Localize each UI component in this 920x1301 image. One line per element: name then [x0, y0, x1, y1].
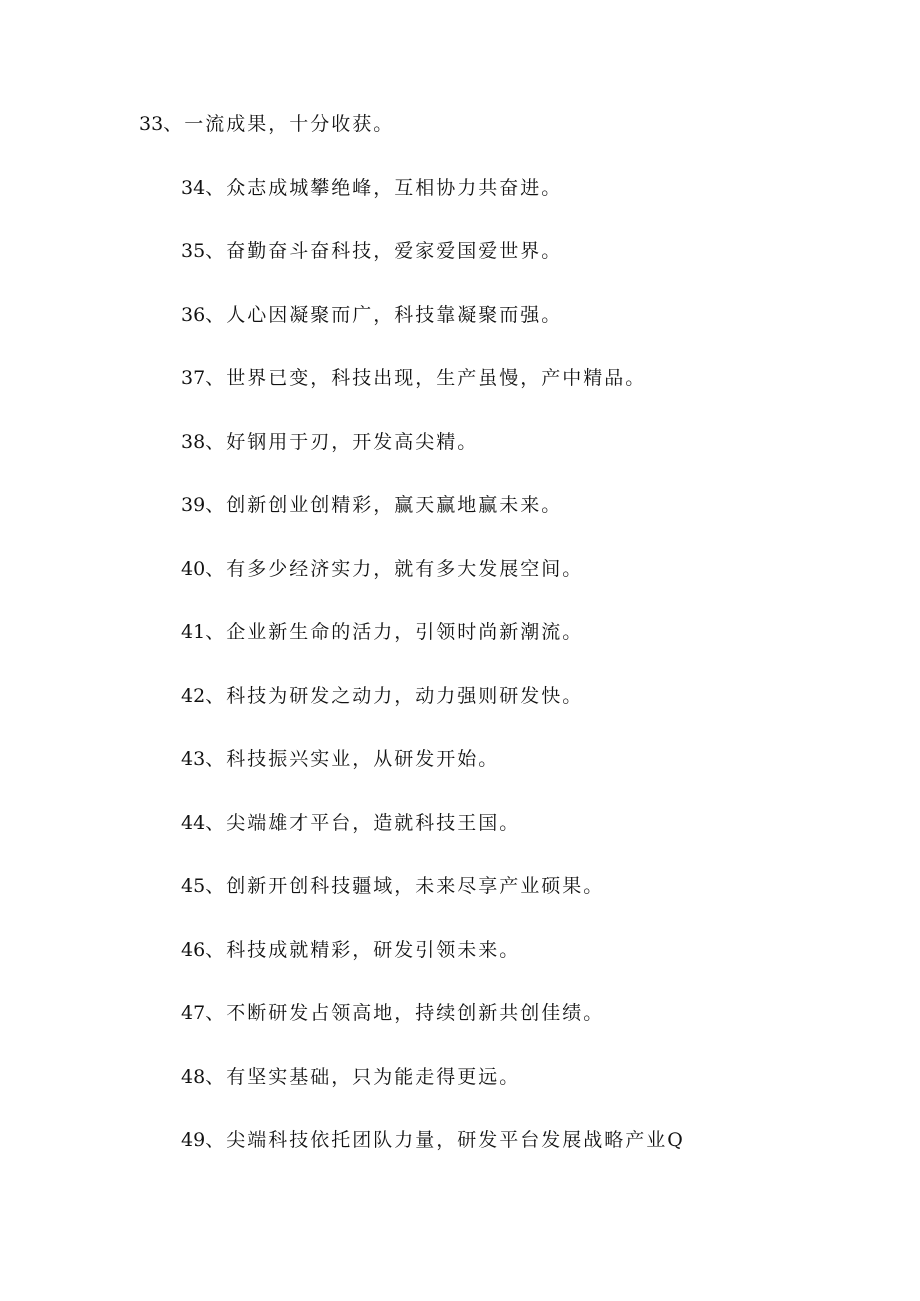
item-number: 33	[139, 113, 164, 135]
item-separator: 、	[205, 240, 227, 262]
item-text: 科技成就精彩，研发引领未来。	[226, 938, 521, 961]
item-text: 众志成城攀绝峰，互相协力共奋进。	[226, 176, 563, 199]
item-separator: 、	[205, 1129, 227, 1151]
item-text: 尖端科技依托团队力量，研发平台发展战略产业Q	[226, 1129, 685, 1151]
item-number: 34	[181, 176, 206, 199]
item-number: 41	[181, 621, 206, 643]
item-separator: 、	[205, 748, 227, 770]
item-separator: 、	[205, 684, 227, 707]
item-text: 有多少经济实力，就有多大发展空间。	[226, 557, 584, 580]
list-item	[0, 1124, 920, 1188]
list-item	[0, 1061, 920, 1125]
item-number: 35	[181, 240, 206, 262]
item-number: 37	[181, 367, 206, 389]
list-item	[0, 743, 920, 807]
item-text: 奋勤奋斗奋科技，爱家爱国爱世界。	[226, 240, 563, 262]
list-item	[0, 997, 920, 1061]
item-text: 科技为研发之动力，动力强则研发快。	[226, 684, 584, 707]
item-number: 45	[181, 875, 206, 897]
item-text: 一流成果，十分收获。	[184, 113, 395, 135]
item-separator: 、	[205, 557, 227, 580]
slogan-list	[0, 108, 920, 1188]
list-item	[0, 299, 920, 363]
item-separator: 、	[205, 367, 227, 389]
list-item	[0, 934, 920, 998]
item-number: 36	[181, 303, 206, 326]
item-text: 创新开创科技疆域，未来尽享产业硕果。	[226, 875, 605, 897]
list-item	[0, 108, 920, 172]
item-text: 人心因凝聚而广，科技靠凝聚而强。	[226, 303, 563, 326]
item-separator: 、	[205, 1002, 227, 1024]
item-text: 有坚实基础，只为能走得更远。	[226, 1065, 521, 1088]
list-item	[0, 807, 920, 871]
item-separator: 、	[205, 430, 227, 453]
item-number: 46	[181, 938, 206, 961]
item-separator: 、	[205, 875, 227, 897]
item-text: 好钢用于刃，开发高尖精。	[226, 430, 479, 453]
list-item	[0, 489, 920, 553]
list-item	[0, 426, 920, 490]
list-item	[0, 235, 920, 299]
item-number: 43	[181, 748, 206, 770]
item-separator: 、	[205, 811, 227, 834]
list-item	[0, 616, 920, 680]
item-number: 48	[181, 1065, 206, 1088]
list-item	[0, 553, 920, 617]
item-text: 企业新生命的活力，引领时尚新潮流。	[226, 621, 584, 643]
list-item	[0, 870, 920, 934]
item-text: 科技振兴实业，从研发开始。	[226, 748, 500, 770]
list-item	[0, 362, 920, 426]
item-number: 42	[181, 684, 206, 707]
item-number: 49	[181, 1129, 206, 1151]
item-number: 40	[181, 557, 206, 580]
item-text: 尖端雄才平台，造就科技王国。	[226, 811, 521, 834]
item-separator: 、	[205, 938, 227, 961]
item-number: 44	[181, 811, 206, 834]
item-separator: 、	[205, 621, 227, 643]
item-text: 不断研发占领高地，持续创新共创佳绩。	[226, 1002, 605, 1024]
item-text: 世界已变，科技出现，生产虽慢，产中精品。	[226, 367, 647, 389]
item-separator: 、	[163, 113, 185, 135]
item-separator: 、	[205, 176, 227, 199]
item-separator: 、	[205, 494, 227, 516]
list-item	[0, 172, 920, 236]
item-text: 创新创业创精彩，赢天赢地赢未来。	[226, 494, 563, 516]
item-number: 47	[181, 1002, 206, 1024]
item-separator: 、	[205, 1065, 227, 1088]
item-number: 39	[181, 494, 206, 516]
list-item	[0, 680, 920, 744]
item-separator: 、	[205, 303, 227, 326]
item-number: 38	[181, 430, 206, 453]
